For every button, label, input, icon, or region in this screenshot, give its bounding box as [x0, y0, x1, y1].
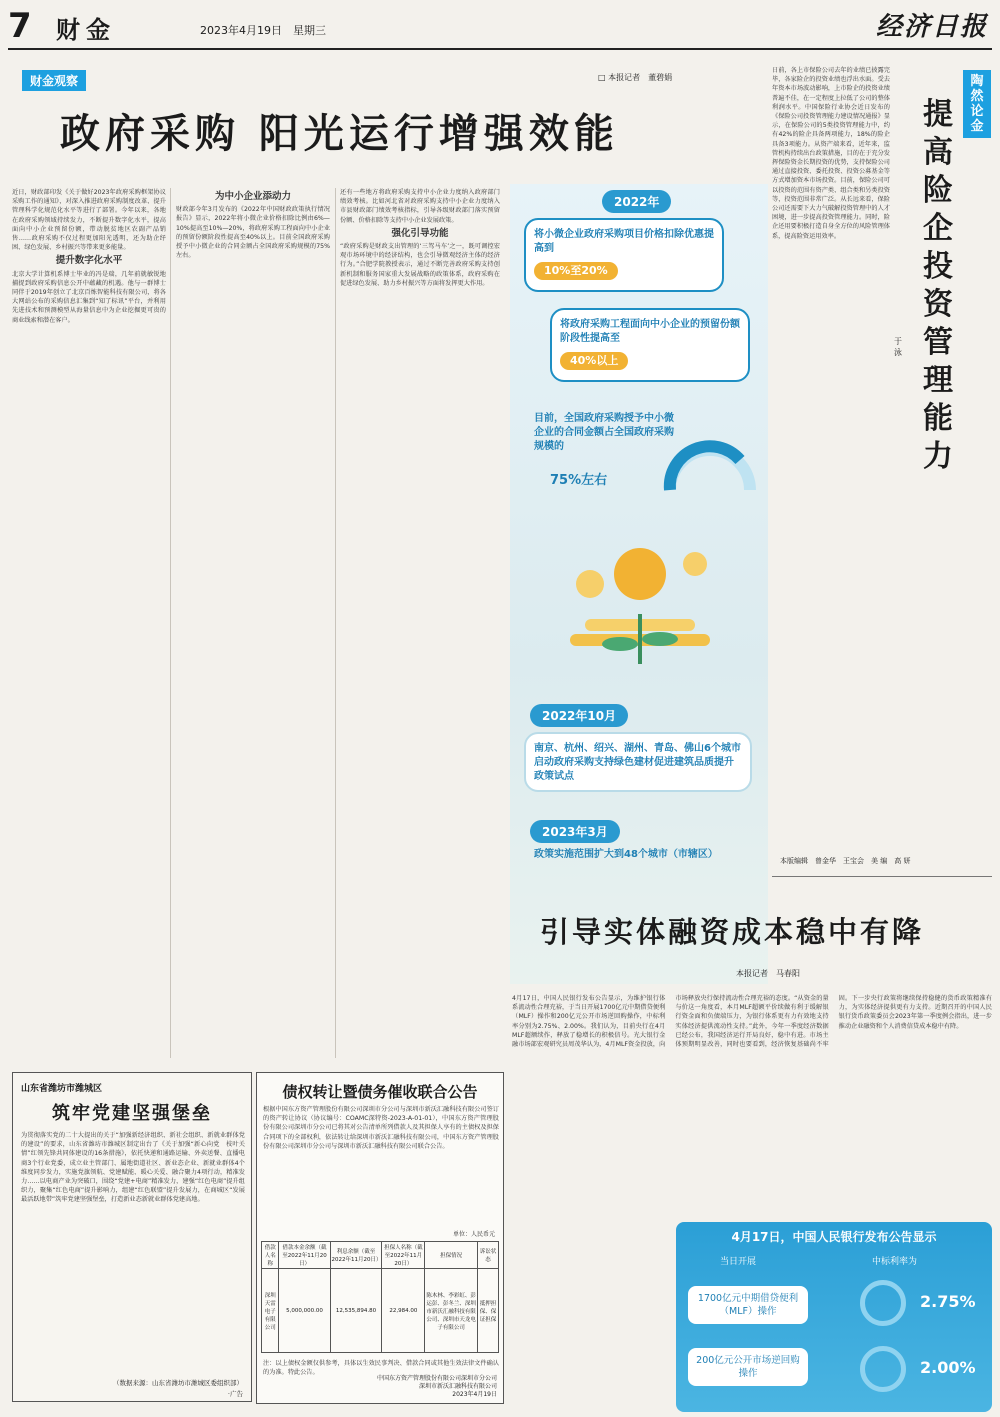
table-cell: 抵押担保、保证担保: [478, 1269, 499, 1353]
box-text: 为贯彻落实党的二十大提出的关于“加强新经济组织、新社会组织、新就业群体党的建设”的要求，山东省潍坊市潍城区制定出台了《关于加强“新心向党 枝叶关情”红领先锋共同体建设的16条措施》，依托快递和通路运输、外卖送餐、直播电商3个行业党委，成立业主管部门、属地街道社区、新业态企业、新就业群体4个维度同步发力，实施党旗领航、党建赋能、暖心关爱、融合聚力4项行动，精准发力……以电商产业为突破口，围绕“党建+电商”精准发力，建强“红色电商”提升组织力，聚集“红色电商”提升影响力，组建“红色联盟”提升发展力，在商城区“发展最活跃地带”筑牢党建坚强堡垒，打造新业态新就业群体党建高地。: [21, 1132, 245, 1204]
byline: 本报记者 马春阳: [736, 969, 800, 978]
paragraph: “政府采购是财政支出管理的‘三驾马车’之一，既可调控宏观市场环境中的经济结构，也会引导微观经济主体的经济行为。”合肥学院教授表示，通过不断完善政府采购支持创新机制和服务国家重大发展战略的政策体系，政府采购在促进绿色发展、助力乡村振兴等方面将发挥更大作用。: [340, 243, 500, 287]
legal-notice-box: [256, 1072, 504, 1404]
infographic-card: [524, 218, 724, 292]
infobox-label: 中标利率为: [872, 1257, 918, 1267]
infographic-card: [524, 732, 752, 792]
infographic: [510, 184, 768, 984]
table-row: [262, 1269, 499, 1353]
rate-value: 2.00%: [920, 1358, 976, 1377]
subheading: 提升数字化水平: [55, 255, 123, 267]
table-cell: 12,535,894.80: [330, 1269, 382, 1353]
notice-signers: [377, 1375, 497, 1399]
byline: □ 本报记者 董碧娟: [598, 73, 673, 82]
editor-credit: 本版编辑 曾金华 王宝会 美 编 高 妍: [780, 857, 911, 865]
timeline-year: 2023年3月: [530, 820, 620, 843]
table-header-row: [262, 1242, 499, 1269]
article-column: [772, 66, 890, 836]
operation-card: 1700亿元中期借贷便利（MLF）操作: [688, 1286, 808, 1324]
paragraph: 日前，各上市保险公司去年的业绩已披露完毕，各家险企的投资业绩也浮出水面。受去年资本市场波动影响，上市险企的投资业绩普遍不佳，在一定程度上拉低了公司的整体利润水平。中国保险行业协会近日发布的《保险公司投资管理能力建设情况通报》显示，在保险公司的5类投资管理能力中，约有42%的险企具备两项能力，18%的险企具备3项能力。从资产端来看，近年来，监管机构持续出台政策措施，目的在于充分发挥保险资金长期投资的优势，支持保险公司通过直接投资、委托投资、投资公募基金等方式增加资本市场投资。目前，保险公司可以投资的范围有资产类、组合类和另类投资等，投资范围非常广泛。从长远来看，保险公司还需要下大力气破解投资管理中的人才困境，进一步提高投资管理能力。同时，险企还用要积极打造自身全方位的风险管理体系，提高险资运用效率。: [772, 67, 890, 240]
infographic-text: 南京、杭州、绍兴、湖州、青岛、佛山6个城市启动政府采购支持绿色建材促进建筑品质提升政策试点: [534, 743, 741, 782]
ad-mark: ·广告: [227, 1390, 243, 1398]
box-title: 筑牢党建坚强堡垒: [52, 1103, 212, 1124]
plant-coins-illustration: [530, 514, 750, 694]
table-header: 利息余额（截至2022年11月20日）: [330, 1242, 382, 1269]
box-label: 山东省潍坊市潍城区: [21, 1084, 103, 1094]
table-cell: 5,000,000.00: [279, 1269, 330, 1353]
masthead-rule: [8, 48, 992, 50]
signer: 2023年4月19日: [452, 1391, 497, 1398]
subheading: 为中小企业添动力: [214, 191, 291, 202]
gauge-icon: [660, 420, 760, 510]
article-column: [12, 188, 166, 1058]
paragraph: 财政部今年3月发布的《2022年中国财政政策执行情况报告》显示，2022年将小微企业价格扣除比例由6%—10%提高至10%—20%，将政府采购工程面向中小企业的预留份额阶段性提高至40%以上。目前全国政府采购授予中小微企业的合同金额占全国政府采购规模的75%左右。: [176, 206, 330, 260]
column-divider: [170, 188, 171, 1058]
infographic-card: [550, 308, 750, 382]
article-body: [512, 994, 992, 1216]
table-header: 担保情况: [425, 1242, 478, 1269]
page-number: 7: [8, 6, 32, 46]
infographic-text: 将小微企业政府采购项目价格扣除优惠提高到: [534, 229, 714, 254]
table-header: 担保人名称（截至2022年11月20日）: [382, 1242, 425, 1269]
paragraph: 北京大学计算机系博士毕业的冯是瑞，几年前就敏锐地捕捉到政府采购信息公开中蕴藏的机遇。他与一群博士同伴于2019年创立了北京百炼智能科技有限公司，将各大网站公布的采购信息汇集到“知了标讯”平台，并利用先进技术和预测模型从海量信息中为企业挖掘更可贵的商业线索和潜在客户。: [12, 270, 166, 324]
notice-text: 根据中国东方资产管理股份有限公司深圳市分公司与深圳市新沃汇融科技有限公司签订的资产转让协议（协议编号：COAMC深特资-2023-A-01-01），中国东方资产管理股份有限公司深圳市分公司已将其对公告清单所列借款人及其担保人享有的主债权及担保合同项下的全部权利，依法转让给深圳市新沃汇融科技有限公司，中国东方资产管理股份有限公司深圳市分公司与深圳市新沃汇融科技有限公司联合公告。: [263, 1106, 499, 1150]
issue-date: 2023年4月19日 星期三: [200, 24, 326, 37]
unit-label: 单位：人民币元: [452, 1231, 495, 1238]
timeline-year: 2022年: [602, 190, 671, 213]
newspaper-brand: 经济日报: [875, 12, 988, 42]
section-name: 财金: [56, 15, 116, 44]
headline: 提高险企投资管理能力: [923, 97, 953, 474]
infographic-text: 目前，全国政府采购授予中小微企业的合同金额占全国政府采购规模的: [534, 413, 674, 452]
paragraph: 近日，财政部印发《关于做好2023年政府采购框架协议采购工作的通知》，对深入推进政府采购制度改革、提升管理科学化规范化水平等进行了部署。今年以来，各地在政府采购领域持续发力，不断提升数字化水平，提高面向中小企业预留份额，带动脱贫地区农副产品销售……政府采购不仅过程更加阳光透明，还为助企纾困、绿色发展、乡村振兴等带来更多能量。: [12, 189, 166, 252]
infobox-label: 当日开展: [720, 1257, 757, 1267]
table-header: 借款人名称: [262, 1242, 279, 1269]
headline: 引导实体融资成本稳中有降: [540, 915, 925, 949]
table-cell: 深圳天雷电子有限公司: [262, 1269, 279, 1353]
infographic-figure: 40%以上: [560, 352, 628, 370]
infographic-text: 政策实施范围扩大到48个城市（市辖区）: [534, 849, 718, 860]
byline: 于 泳: [894, 337, 902, 357]
rate-ring-icon: [860, 1346, 906, 1392]
column-tag: 陶然论金: [963, 70, 991, 138]
paragraph: 还有一些地方将政府采购支持中小企业力度纳入政府部门绩效考核。比如河北省对政府采购支持中小企业力度纳入市县财政部门绩效考核指标，引导各级财政部门落实预留份额、价格扣除等支持中小企业发展政策。: [340, 189, 500, 224]
signer: 中国东方资产管理股份有限公司深圳市分公司: [376, 1375, 497, 1382]
timeline-year: 2022年10月: [530, 704, 628, 727]
article-column: [340, 188, 500, 1058]
section-rule: [772, 876, 992, 877]
notice-footnote: 注：以上债权金额仅供参考，具体以生效民事判决、借款合同或其他生效法律文件确认的为准。特此公告。: [263, 1360, 499, 1377]
paragraph: 4月17日，中国人民银行发布公告显示，为维护银行体系流动性合理充裕，于当日开展1700亿元中期借贷便利（MLF）操作和200亿元公开市场逆回购操作，中标利率分别为2.75%、2.00%。我们认为，目前央行在4月MLF超额续作，释放了稳增长的积极信号。光大银行金融市场部宏观研究员周茂华认为，4月MLF资金投放，向市场释放央行保持流动性合理充裕的态度。“从资金的量与价这一角度看，本月MLF超额平价续做有利于缓解银行资金面和负债端压力，为银行体系更有力有效地支持实体经济提供流动性支持。”此外，今年一季度经济数据已经公布，我国经济运行开局良好，稳中有进。市场主体预期明显改善，同时也要看到，经济恢复基础尚不牢固。下一步央行政策将继续保持稳健的货币政策精准有力，为实体经济提供更有力支持。近期召开的中国人民银行货币政策委员会2023年第一季度例会指出，进一步推动企业融资和个人消费信贷成本稳中有降。: [512, 995, 992, 1049]
signer: 深圳市新沃汇融科技有限公司: [418, 1383, 497, 1390]
debt-table: [261, 1241, 499, 1353]
infobox-title: 4月17日，中国人民银行发布公告显示: [731, 1230, 937, 1244]
table-header: 借款本金余额（截至2022年11月20日）: [279, 1242, 330, 1269]
rate-ring-icon: [860, 1280, 906, 1326]
article-column: [176, 188, 330, 1058]
column-tag: 财金观察: [22, 70, 86, 91]
table-cell: 22,984.00: [382, 1269, 425, 1353]
infographic-figure: 75%左右: [550, 473, 608, 488]
headline: 政府采购 阳光运行增强效能: [60, 110, 619, 157]
box-signature: （数据来源：山东省潍坊市潍城区委组织部）: [113, 1379, 243, 1387]
infographic-text: 将政府采购工程面向中小企业的预留份额阶段性提高至: [560, 319, 740, 344]
infographic-figure: 10%至20%: [534, 262, 618, 280]
operation-card: 200亿元公开市场逆回购操作: [688, 1348, 808, 1386]
pboc-infobox: [676, 1222, 992, 1412]
table-header: 诉讼状态: [478, 1242, 499, 1269]
rate-value: 2.75%: [920, 1292, 976, 1311]
column-divider: [335, 188, 336, 1058]
promo-box: [12, 1072, 252, 1402]
notice-title: 债权转让暨债务催收联合公告: [282, 1083, 478, 1101]
subheading: 强化引导功能: [391, 227, 449, 239]
table-cell: 陈木林、李彩虹、彭运彭、彭冬兰、深圳市新沃汇融科技有限公司、深圳市天龙电子有限公司: [425, 1269, 478, 1353]
